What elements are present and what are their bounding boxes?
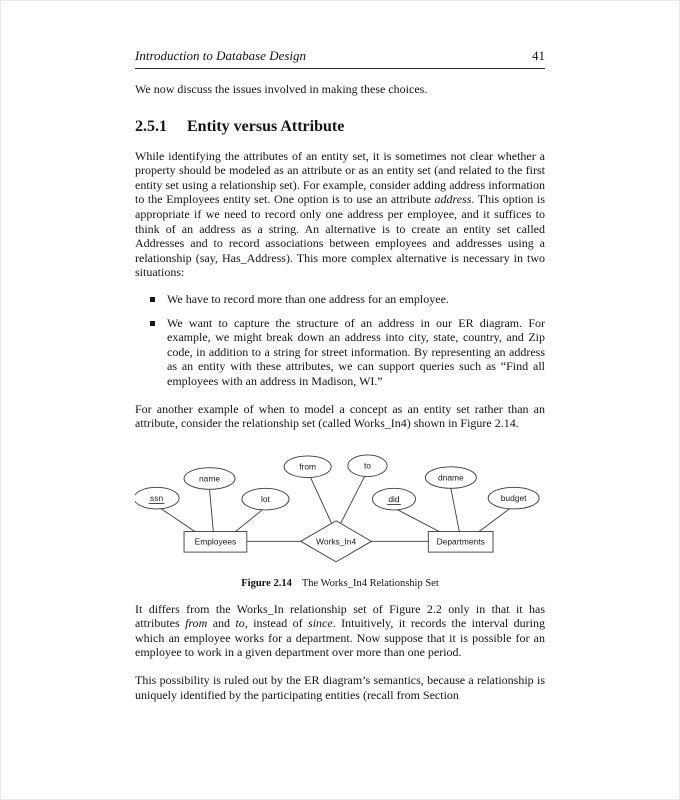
- bullet-text: We want to capture the structure of an address in our ER diagram. For example, we might break down an address into city, state, country, and Zip code, in addition to a string for street information. By representing an address as an entity with these attributes, we can support queries such as “Find all employees with an address in Madison, WI.”: [167, 315, 545, 388]
- section-heading: [135, 118, 545, 136]
- connector-line: [396, 509, 443, 534]
- connector-line: [311, 477, 333, 524]
- section-number: 2.5.1: [135, 117, 167, 135]
- paragraph-entity-vs-attribute: While identifying the attributes of an entity set, it is sometimes not clear whether a property should be modeled as an attribute or as an entity set (and related to the first entity set using a relationship set). For example, consider adding address information to the Employees entity set. One option is to use an attribute address. This option is appropriate if we need to record only one address per employee, and it suffices to think of an address as a string. An alternative is to create an entity set called Addresses and to record associations between employees and addresses using a relationship (say, Has_Address). This more complex alternative is necessary in two situations:: [135, 148, 546, 280]
- running-head: [135, 48, 545, 64]
- entity-label-departments: Departments: [436, 536, 485, 547]
- attribute-label-ssn: ssn: [150, 492, 164, 503]
- connector-line: [210, 489, 214, 533]
- paragraph-differs: It differs from the Works_In relationship set of Figure 2.2 only in that it has attributes from and to, instead of since. Intuitively, it records the interval during which an employee works for a department. Now suppose that it is possible for an employee to work in a given department over more than one period.: [135, 601, 546, 660]
- intro-paragraph: We now discuss the issues involved in making these choices.: [135, 82, 428, 96]
- page-number: 41: [532, 48, 545, 63]
- list-item: [150, 292, 545, 307]
- figure-caption: [135, 578, 545, 589]
- paragraph-works-in4: For another example of when to model a concept as an entity set rather than an attribute, consider the relationship set (called Works_In4) shown in Figure 2.14.: [135, 401, 545, 431]
- er-diagram: [135, 443, 547, 569]
- bullet-text: We have to record more than one address for an employee.: [167, 291, 449, 306]
- entity-label-employees: Employees: [194, 536, 237, 547]
- running-head-title: Introduction to Database Design: [135, 48, 307, 63]
- square-bullet-icon: [150, 321, 155, 326]
- section-title: Entity versus Attribute: [187, 117, 345, 135]
- attribute-label-lot: lot: [261, 493, 270, 504]
- figure-2-14: [135, 443, 545, 589]
- list-item: [150, 316, 545, 389]
- header-rule: [135, 68, 545, 69]
- connector-line: [159, 507, 198, 533]
- page-content: [135, 48, 545, 702]
- connector-line: [476, 508, 510, 534]
- attribute-label-name: name: [199, 473, 221, 484]
- connector-line: [340, 476, 365, 524]
- relationship-label-works-in4: Works_In4: [316, 536, 357, 547]
- attribute-label-from: from: [299, 461, 317, 472]
- paragraph-possibility: This possibility is ruled out by the ER diagram’s semantics, because a relationship is uniquely identified by the participating entities (recall from Section: [135, 673, 545, 702]
- attribute-label-to: to: [363, 460, 372, 471]
- figure-caption-text: The Works_In4 Relationship Set: [301, 577, 439, 589]
- attribute-label-dname: dname: [437, 472, 464, 483]
- attribute-label-budget: budget: [500, 492, 527, 503]
- figure-caption-label: Figure 2.14: [241, 577, 292, 589]
- connector-line: [451, 488, 460, 533]
- square-bullet-icon: [150, 297, 155, 302]
- bullet-list: [150, 292, 545, 389]
- connector-line: [233, 509, 263, 534]
- attribute-label-did: did: [388, 493, 400, 504]
